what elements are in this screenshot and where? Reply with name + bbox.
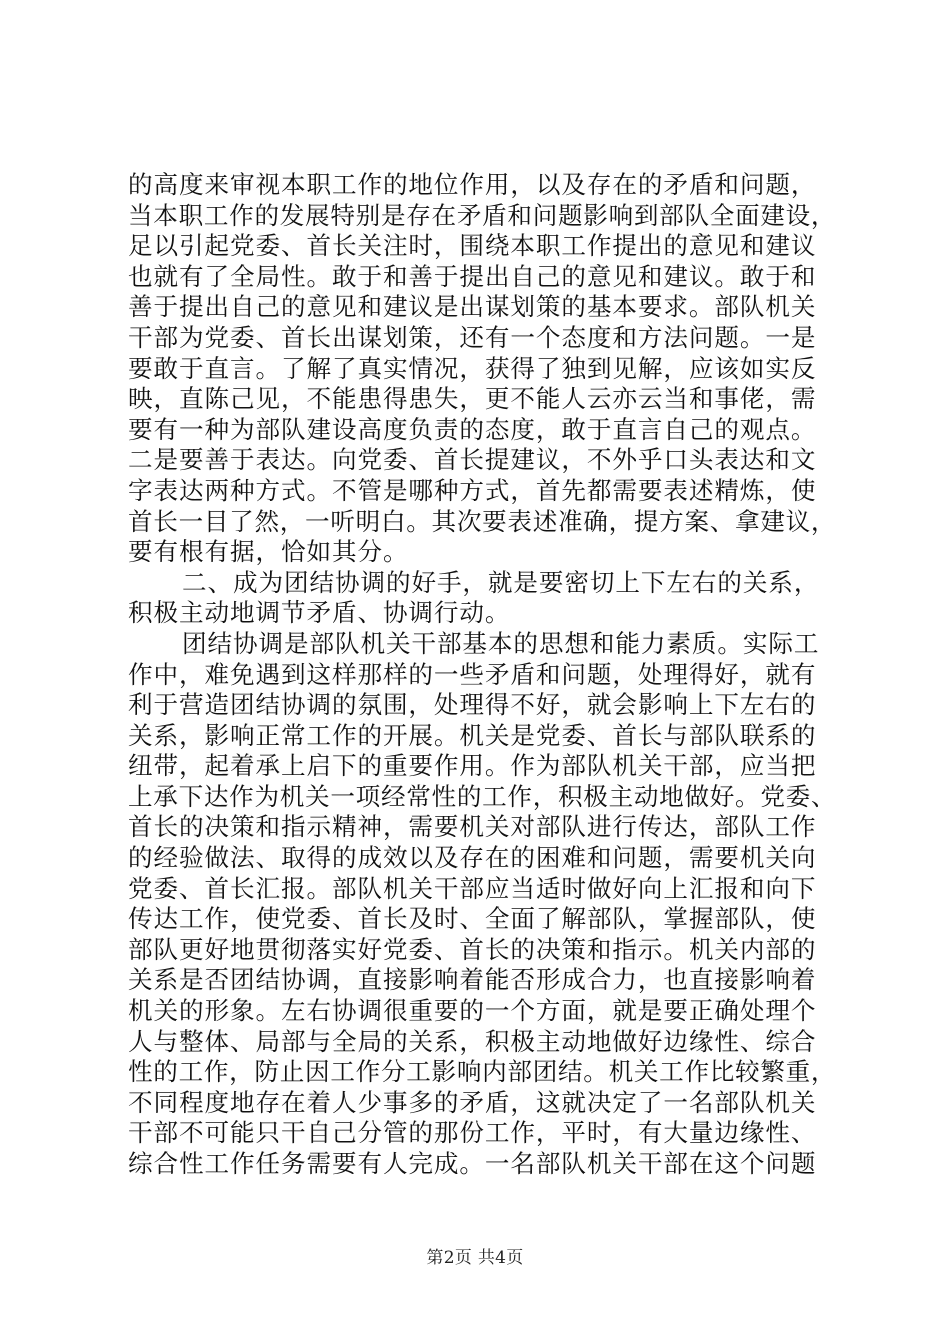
text-line: 团结协调是部队机关干部基本的思想和能力素质。实际工 — [182, 628, 820, 658]
text-line: 关系是否团结协调，直接影响着能否形成合力，也直接影响着 — [128, 965, 817, 995]
text-line: 利于营造团结协调的氛围，处理得不好，就会影响上下左右的 — [128, 690, 817, 720]
text-line: 干部为党委、首长出谋划策，还有一个态度和方法问题。一是 — [128, 322, 817, 352]
text-line: 二是要善于表达。向党委、首长提建议，不外乎口头表达和文 — [128, 445, 817, 475]
text-line: 当本职工作的发展特别是存在矛盾和问题影响到部队全面建设， — [128, 200, 837, 230]
document-body — [128, 170, 838, 1180]
text-line: 也就有了全局性。敢于和善于提出自己的意见和建议。敢于和 — [128, 261, 817, 291]
text-line: 要有根有据，恰如其分。 — [128, 537, 409, 567]
text-line: 纽带，起着承上启下的重要作用。作为部队机关干部，应当把 — [128, 751, 817, 781]
text-line: 映，直陈己见，不能患得患失，更不能人云亦云当和事佬，需 — [128, 384, 817, 414]
page-footer: 第2页 共4页 — [426, 1248, 524, 1268]
text-line: 机关的形象。左右协调很重要的一个方面，就是要正确处理个 — [128, 996, 817, 1026]
text-line: 性的工作，防止因工作分工影响内部团结。机关工作比较繁重， — [128, 1057, 837, 1087]
text-line: 善于提出自己的意见和建议是出谋划策的基本要求。部队机关 — [128, 292, 817, 322]
text-line: 要有一种为部队建设高度负责的态度，敢于直言自己的观点。 — [128, 414, 817, 444]
text-line: 综合性工作任务需要有人完成。一名部队机关干部在这个问题 — [128, 1149, 817, 1178]
text-line: 首长一目了然，一听明白。其次要表述准确，提方案、拿建议， — [128, 506, 837, 536]
text-line: 首长的决策和指示精神，需要机关对部队进行传达，部队工作 — [128, 812, 817, 842]
text-line: 足以引起党委、首长关注时，围绕本职工作提出的意见和建议 — [128, 231, 817, 261]
text-line: 党委、首长汇报。部队机关干部应当适时做好向上汇报和向下 — [128, 873, 817, 903]
text-line: 不同程度地存在着人少事多的矛盾，这就决定了一名部队机关 — [128, 1087, 817, 1117]
text-line: 要敢于直言。了解了真实情况，获得了独到见解，应该如实反 — [128, 353, 817, 383]
text-line: 部队更好地贯彻落实好党委、首长的决策和指示。机关内部的 — [128, 934, 817, 964]
text-line: 作中，难免遇到这样那样的一些矛盾和问题，处理得好，就有 — [128, 659, 817, 689]
text-line: 的高度来审视本职工作的地位作用，以及存在的矛盾和问题， — [128, 170, 817, 199]
text-line: 的经验做法、取得的成效以及存在的困难和问题，需要机关向 — [128, 843, 817, 873]
text-line: 传达工作，使党委、首长及时、全面了解部队，掌握部队，使 — [128, 904, 817, 934]
text-line: 人与整体、局部与全局的关系，积极主动地做好边缘性、综合 — [128, 1026, 817, 1056]
text-line: 字表达两种方式。不管是哪种方式，首先都需要表述精炼，使 — [128, 475, 817, 505]
text-line: 积极主动地调节矛盾、协调行动。 — [128, 598, 511, 628]
text-line: 二、成为团结协调的好手，就是要密切上下左右的关系， — [182, 567, 820, 597]
text-line: 干部不可能只干自己分管的那份工作，平时，有大量边缘性、 — [128, 1118, 817, 1148]
text-line: 关系，影响正常工作的开展。机关是党委、首长与部队联系的 — [128, 720, 817, 750]
text-line: 上承下达作为机关一项经常性的工作，积极主动地做好。党委、 — [128, 781, 837, 811]
